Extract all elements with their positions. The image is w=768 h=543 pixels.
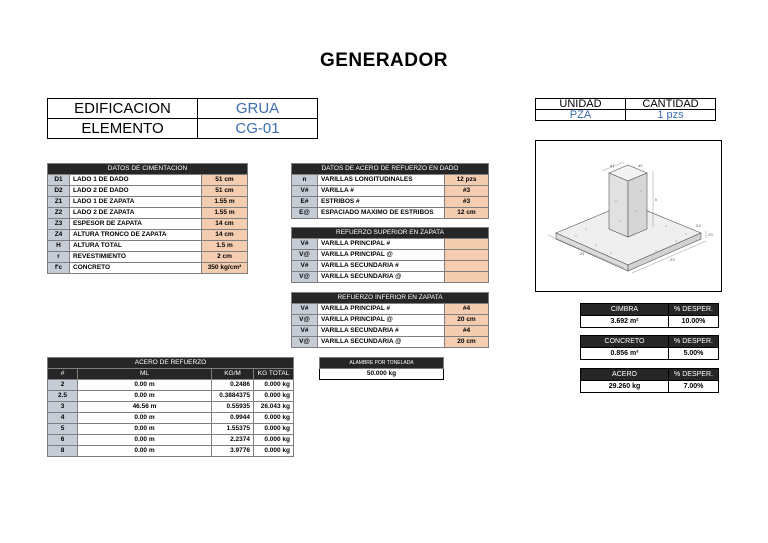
row-label: ESPACIADO MAXIMO DE ESTRIBOS bbox=[318, 208, 445, 219]
row-label: CONCRETO bbox=[70, 263, 202, 274]
row-value bbox=[445, 250, 489, 261]
table-row bbox=[48, 263, 248, 274]
row-code: H bbox=[48, 241, 70, 252]
table-row bbox=[48, 391, 294, 402]
table-row bbox=[48, 208, 248, 219]
table-row bbox=[292, 272, 489, 283]
table-row bbox=[48, 197, 248, 208]
bar-weight-per-m: 0.55935 bbox=[212, 402, 254, 413]
diagram-label-d2: d2 bbox=[638, 163, 643, 168]
acero-summary bbox=[580, 368, 719, 393]
row-value: 1.55 m bbox=[202, 197, 248, 208]
row-code: V@ bbox=[292, 272, 318, 283]
row-value: 1.55 m bbox=[202, 208, 248, 219]
page-title: GENERADOR bbox=[319, 50, 448, 71]
diagram-label-z2: Z2 bbox=[670, 257, 675, 262]
row-code: V# bbox=[292, 261, 318, 272]
acero-desp-label: % DESPER. bbox=[669, 369, 719, 381]
table-row bbox=[48, 424, 294, 435]
table-row bbox=[48, 380, 294, 391]
bar-length: 0.00 m bbox=[78, 413, 212, 424]
row-code: r bbox=[48, 252, 70, 263]
row-label: ALTURA TOTAL bbox=[70, 241, 202, 252]
row-code: Z1 bbox=[48, 197, 70, 208]
bar-number: 8 bbox=[48, 446, 78, 457]
concreto-desp-value: 5.00% bbox=[669, 348, 719, 360]
footing-diagram bbox=[535, 140, 722, 292]
bar-length: 46.56 m bbox=[78, 402, 212, 413]
table-row bbox=[292, 315, 489, 326]
row-value: #4 bbox=[445, 326, 489, 337]
row-label: ESTRIBOS # bbox=[318, 197, 445, 208]
concreto-value: 0.856 m³ bbox=[581, 348, 669, 360]
bar-total-weight: 0.000 kg bbox=[254, 446, 294, 457]
unidad-value: PZA bbox=[536, 110, 626, 121]
row-value: 51 cm bbox=[202, 175, 248, 186]
table-row bbox=[292, 208, 489, 219]
row-value bbox=[445, 272, 489, 283]
table-row bbox=[292, 250, 489, 261]
bar-total-weight: 26.043 kg bbox=[254, 402, 294, 413]
alambre-table bbox=[319, 357, 444, 380]
footing-isometric-drawing bbox=[536, 141, 721, 291]
bar-total-weight: 0.000 kg bbox=[254, 413, 294, 424]
bar-number: 6 bbox=[48, 435, 78, 446]
cimbra-desp-label: % DESPER. bbox=[669, 304, 719, 316]
row-value: 51 cm bbox=[202, 186, 248, 197]
diagram-label-d1: d1 bbox=[610, 163, 615, 168]
elemento-value: CG-01 bbox=[198, 119, 318, 139]
concreto-label: CONCRETO bbox=[581, 336, 669, 348]
row-code: V# bbox=[292, 239, 318, 250]
concreto-summary bbox=[580, 335, 719, 360]
bar-number: 5 bbox=[48, 424, 78, 435]
column-header: ML bbox=[78, 369, 212, 380]
row-value bbox=[445, 239, 489, 250]
acero-label: ACERO bbox=[581, 369, 669, 381]
row-value: 14 cm bbox=[202, 230, 248, 241]
bar-length: 0.00 m bbox=[78, 446, 212, 457]
acero-refuerzo-header: ACERO DE REFUERZO bbox=[48, 358, 294, 369]
row-code: Z3 bbox=[48, 219, 70, 230]
row-code: D1 bbox=[48, 175, 70, 186]
row-label: ALTURA TRONCO DE ZAPATA bbox=[70, 230, 202, 241]
column-header: KG TOTAL bbox=[254, 369, 294, 380]
row-code: E@ bbox=[292, 208, 318, 219]
alambre-value: 50.000 kg bbox=[320, 369, 444, 380]
row-label: VARILLA PRINCIPAL # bbox=[318, 304, 445, 315]
row-value: 12 pzs bbox=[445, 175, 489, 186]
bar-total-weight: 0.000 kg bbox=[254, 391, 294, 402]
row-label: LADO 1 DE DADO bbox=[70, 175, 202, 186]
bar-length: 0.00 m bbox=[78, 380, 212, 391]
row-label: VARILLA PRINCIPAL @ bbox=[318, 250, 445, 261]
bar-total-weight: 0.000 kg bbox=[254, 424, 294, 435]
bar-number: 4 bbox=[48, 413, 78, 424]
bar-total-weight: 0.000 kg bbox=[254, 380, 294, 391]
table-row bbox=[48, 402, 294, 413]
row-label: LADO 1 DE ZAPATA bbox=[70, 197, 202, 208]
column-header: # bbox=[48, 369, 78, 380]
row-code: V# bbox=[292, 186, 318, 197]
bar-number: 3 bbox=[48, 402, 78, 413]
row-label: VARILLA PRINCIPAL @ bbox=[318, 315, 445, 326]
bar-weight-per-m: 0.9944 bbox=[212, 413, 254, 424]
row-code: E# bbox=[292, 197, 318, 208]
table-row bbox=[48, 230, 248, 241]
row-label: ESPESOR DE ZAPATA bbox=[70, 219, 202, 230]
cantidad-value: 1 pzs bbox=[626, 110, 716, 121]
row-code: Z2 bbox=[48, 208, 70, 219]
diagram-label-h: h bbox=[655, 197, 658, 202]
row-value: 20 cm bbox=[445, 337, 489, 348]
bar-number: 2 bbox=[48, 380, 78, 391]
row-label: REVESTIMIENTO bbox=[70, 252, 202, 263]
row-code: Z4 bbox=[48, 230, 70, 241]
bar-weight-per-m: 3.9776 bbox=[212, 446, 254, 457]
cimbra-desp-value: 10.00% bbox=[669, 316, 719, 328]
row-label: VARILLAS LONGITUDINALES bbox=[318, 175, 445, 186]
row-code: f'c bbox=[48, 263, 70, 274]
unidad-table bbox=[535, 98, 716, 121]
table-row bbox=[48, 186, 248, 197]
table-row bbox=[292, 261, 489, 272]
row-value: 1.5 m bbox=[202, 241, 248, 252]
row-value: 14 cm bbox=[202, 219, 248, 230]
concreto-desp-label: % DESPER. bbox=[669, 336, 719, 348]
column-header: KG/M bbox=[212, 369, 254, 380]
bar-weight-per-m: 2.2374 bbox=[212, 435, 254, 446]
acero-desp-value: 7.00% bbox=[669, 381, 719, 393]
bar-weight-per-m: 0.2486 bbox=[212, 380, 254, 391]
row-code: V@ bbox=[292, 250, 318, 261]
table-row bbox=[292, 326, 489, 337]
diagram-label-z3: Z3 bbox=[708, 232, 713, 237]
row-value: #4 bbox=[445, 304, 489, 315]
row-label: VARILLA SECUNDARIA @ bbox=[318, 337, 445, 348]
bar-length: 0.00 m bbox=[78, 391, 212, 402]
row-value: 2 cm bbox=[202, 252, 248, 263]
diagram-label-z4: Z4 bbox=[696, 223, 701, 228]
bar-length: 0.00 m bbox=[78, 435, 212, 446]
table-row bbox=[48, 413, 294, 424]
row-label: VARILLA # bbox=[318, 186, 445, 197]
row-label: LADO 2 DE DADO bbox=[70, 186, 202, 197]
row-value bbox=[445, 261, 489, 272]
row-code: D2 bbox=[48, 186, 70, 197]
cantidad-label: CANTIDAD bbox=[626, 99, 716, 110]
edificacion-value: GRUA bbox=[198, 99, 318, 119]
acero-refuerzo-table bbox=[47, 357, 294, 457]
edificacion-label: EDIFICACION bbox=[48, 99, 198, 119]
row-label: LADO 2 DE ZAPATA bbox=[70, 208, 202, 219]
table-row bbox=[48, 219, 248, 230]
row-value: #3 bbox=[445, 186, 489, 197]
row-value: #3 bbox=[445, 197, 489, 208]
acero-dado-table bbox=[291, 163, 489, 219]
refuerzo-superior-header: REFUERZO SUPERIOR EN ZAPATA bbox=[292, 228, 489, 239]
alambre-header: ALAMBRE POR TONELADA bbox=[320, 358, 444, 369]
refuerzo-inferior-header: REFUERZO INFERIOR EN ZAPATA bbox=[292, 293, 489, 304]
row-label: VARILLA PRINCIPAL # bbox=[318, 239, 445, 250]
unidad-label: UNIDAD bbox=[536, 99, 626, 110]
row-label: VARILLA SECUNDARIA # bbox=[318, 261, 445, 272]
bar-number: 2.5 bbox=[48, 391, 78, 402]
row-value: 20 cm bbox=[445, 315, 489, 326]
diagram-label-z1: Z1 bbox=[580, 251, 585, 256]
elemento-label: ELEMENTO bbox=[48, 119, 198, 139]
cimbra-label: CIMBRA bbox=[581, 304, 669, 316]
table-row bbox=[48, 435, 294, 446]
row-code: V@ bbox=[292, 337, 318, 348]
table-row bbox=[48, 446, 294, 457]
cimbra-value: 3.692 m² bbox=[581, 316, 669, 328]
project-info-table bbox=[47, 98, 318, 139]
table-row bbox=[292, 197, 489, 208]
row-value: 350 kg/cm² bbox=[202, 263, 248, 274]
table-row bbox=[292, 175, 489, 186]
bar-total-weight: 0.000 kg bbox=[254, 435, 294, 446]
row-code: V# bbox=[292, 304, 318, 315]
bar-length: 0.00 m bbox=[78, 424, 212, 435]
table-row bbox=[48, 175, 248, 186]
acero-dado-header: DATOS DE ACERO DE REFUERZO EN DADO bbox=[292, 164, 489, 175]
row-code: V@ bbox=[292, 315, 318, 326]
bar-weight-per-m: 1.55375 bbox=[212, 424, 254, 435]
table-row bbox=[292, 304, 489, 315]
table-row bbox=[48, 241, 248, 252]
row-value: 12 cm bbox=[445, 208, 489, 219]
refuerzo-superior-table bbox=[291, 227, 489, 283]
row-label: VARILLA SECUNDARIA @ bbox=[318, 272, 445, 283]
row-label: VARILLA SECUNDARIA # bbox=[318, 326, 445, 337]
cimentacion-header: DATOS DE CIMENTACION bbox=[48, 164, 248, 175]
cimentacion-table bbox=[47, 163, 248, 274]
row-code: n bbox=[292, 175, 318, 186]
cimbra-summary bbox=[580, 303, 719, 328]
table-row bbox=[292, 239, 489, 250]
row-code: V# bbox=[292, 326, 318, 337]
table-row bbox=[48, 252, 248, 263]
bar-weight-per-m: 0.3884375 bbox=[212, 391, 254, 402]
refuerzo-inferior-table bbox=[291, 292, 489, 348]
table-row bbox=[292, 337, 489, 348]
acero-value: 29.260 kg bbox=[581, 381, 669, 393]
table-row bbox=[292, 186, 489, 197]
